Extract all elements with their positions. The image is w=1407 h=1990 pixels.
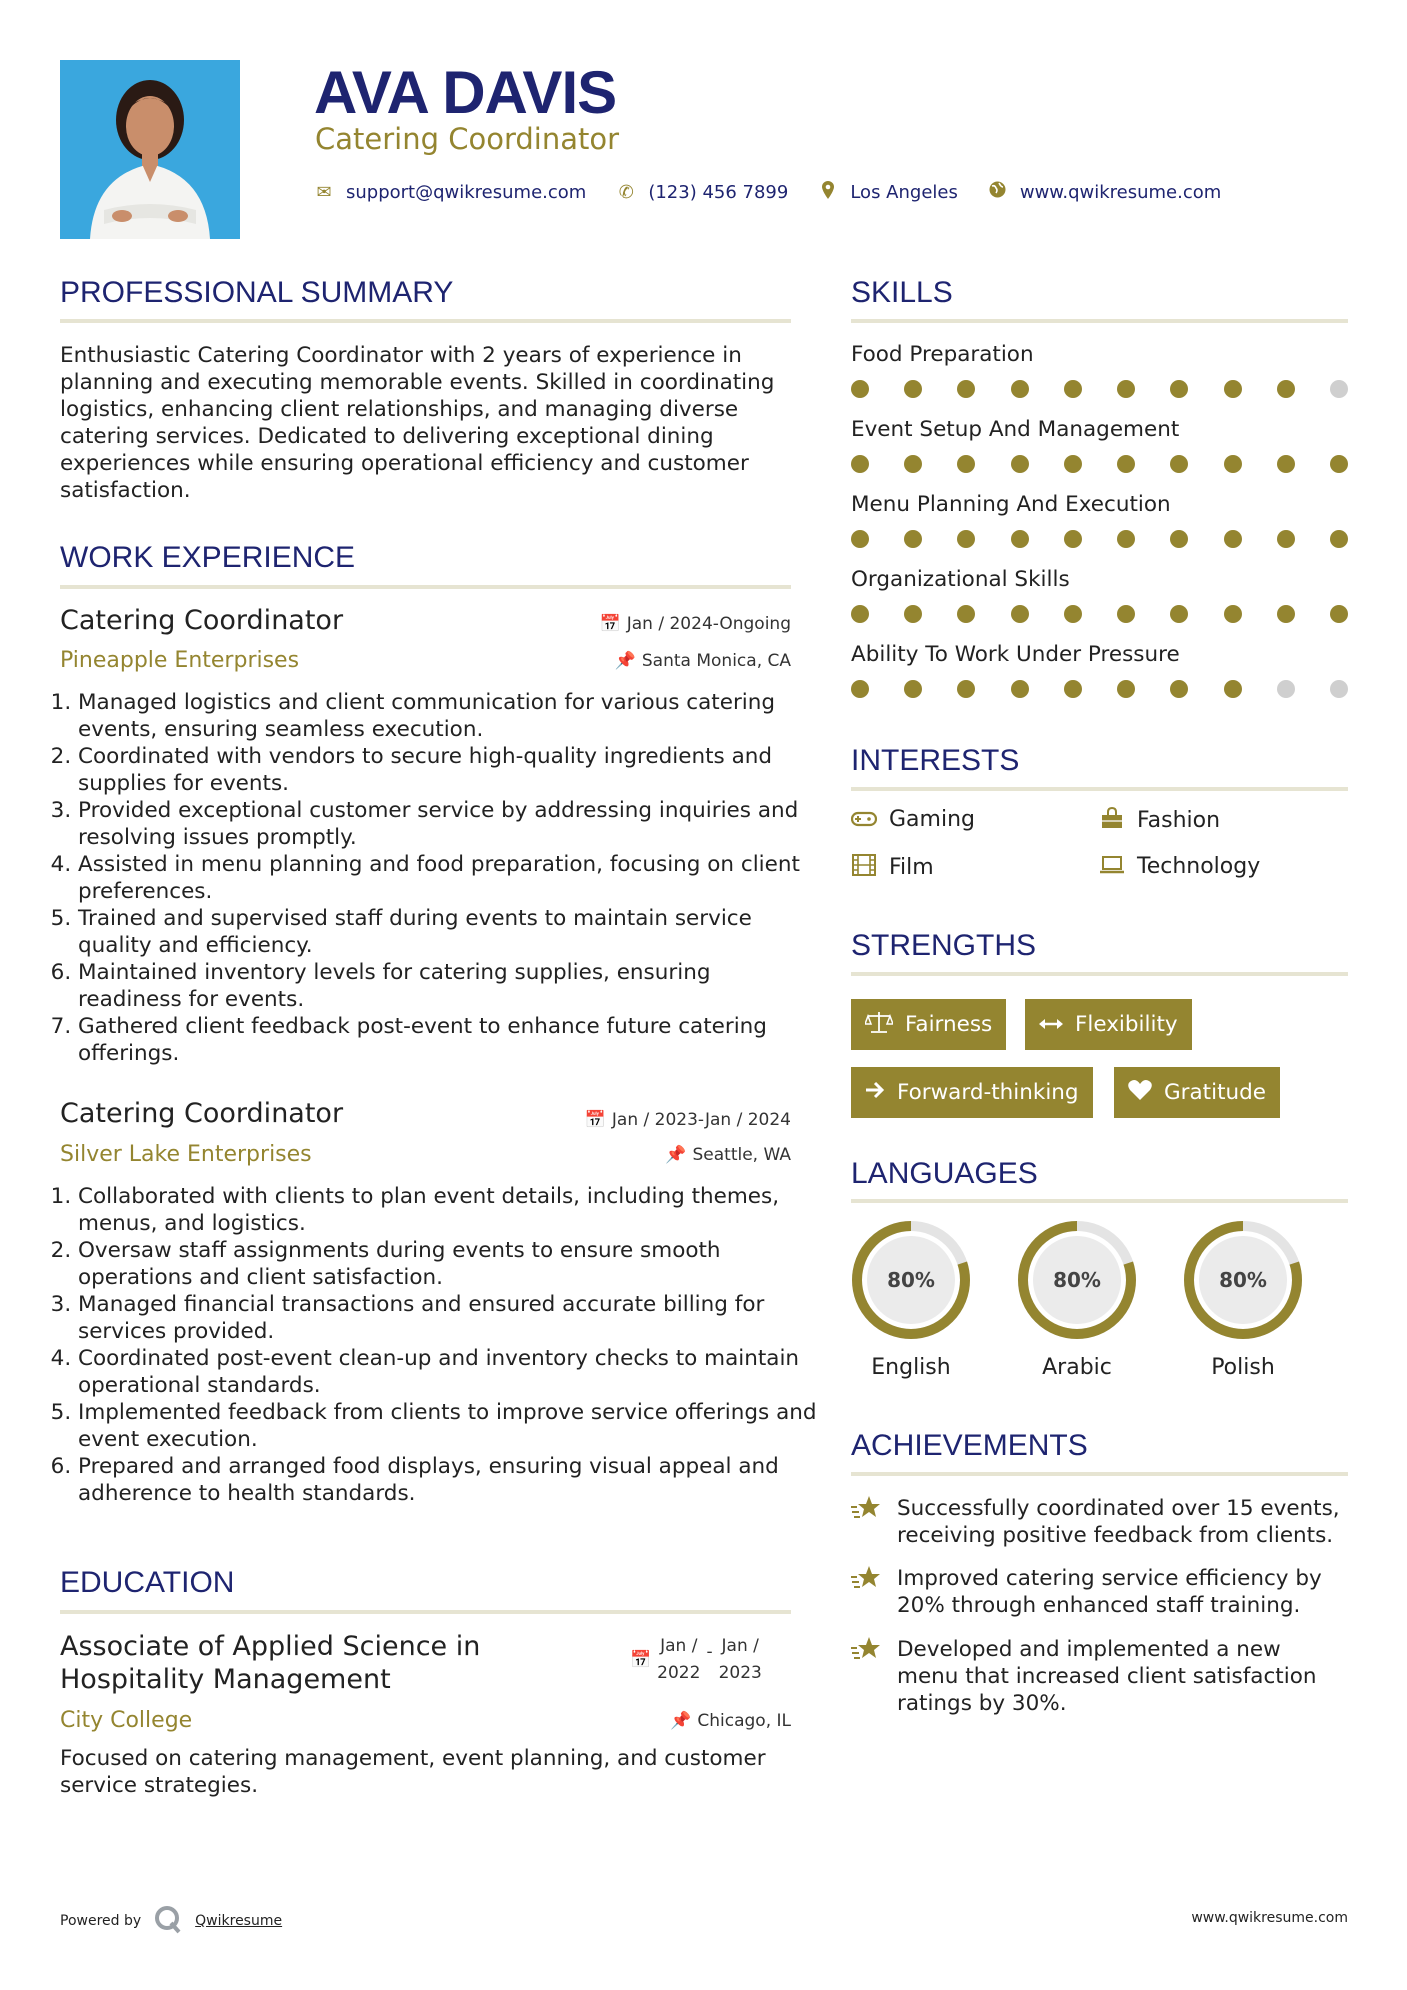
degree-title	[60, 1630, 480, 1696]
strength-badge-flexibility: Flexibility	[1025, 999, 1192, 1050]
rating-dot-filled	[1224, 605, 1242, 623]
rating-dot-filled	[1224, 530, 1242, 548]
section-title-summary: PROFESSIONAL SUMMARY	[60, 276, 454, 309]
list-item: 4. Assisted in menu planning and food preparation, focusing on client preferences.	[78, 851, 818, 905]
list-item: 6. Prepared and arranged food displays, ensuring visual appeal and adherence to health standards.	[78, 1453, 818, 1507]
list-item: 1. Collaborated with clients to plan event details, including themes, menus, and logistics.	[78, 1183, 818, 1237]
achievement-text: Improved catering service efficiency by 20% through enhanced staff training.	[897, 1566, 1322, 1618]
skill-row	[851, 492, 1348, 567]
strength-badge-forward-thinking: Forward-thinking	[851, 1067, 1093, 1118]
school-location: 📌 Chicago, IL	[670, 1711, 791, 1731]
rating-dot-filled	[1064, 530, 1082, 548]
rating-dot-filled	[1170, 530, 1188, 548]
envelope-icon: ✉	[316, 181, 332, 203]
star-badge-icon	[851, 1636, 881, 1717]
job-bullet-list	[60, 689, 818, 1067]
rating-dot-filled	[1224, 680, 1242, 698]
skill-rating	[851, 455, 1348, 473]
list-item: 2. Oversaw staff assignments during events to ensure smooth operations and client satisfaction.	[78, 1237, 818, 1291]
balance-scale-icon	[865, 1010, 893, 1040]
rating-dot-filled	[904, 530, 922, 548]
rating-dot-filled	[957, 680, 975, 698]
contact-email[interactable]: support@qwikresume.com	[346, 181, 587, 203]
rating-dot-filled	[1170, 680, 1188, 698]
laptop-icon	[1099, 855, 1125, 879]
section-divider	[851, 1199, 1348, 1203]
skills-list	[851, 342, 1348, 717]
rating-dot-filled	[957, 530, 975, 548]
rating-dot-filled	[1117, 380, 1135, 398]
rating-dot-filled	[1117, 455, 1135, 473]
interest-label: Film	[889, 855, 934, 880]
footer-powered-by: Powered by Qwikresume	[60, 1904, 282, 1938]
rating-dot-filled	[904, 455, 922, 473]
skill-name: Ability To Work Under Pressure	[851, 642, 1180, 667]
interest-item-gaming	[851, 807, 975, 832]
achievement-item	[851, 1495, 1348, 1549]
interest-label: Fashion	[1137, 808, 1221, 833]
achievement-item	[851, 1636, 1348, 1717]
calendar-icon: 📅	[630, 1650, 652, 1670]
list-item: 1. Managed logistics and client communication for various catering events, ensuring seamless execution.	[78, 689, 818, 743]
summary-text: Enthusiastic Catering Coordinator with 2 years of experience in planning and executing memorable events. Skilled in coordinating logistics, enhancing client relationships, and managing diverse catering services. Dedicated to delivering exceptional dining experiences while ensuring operational efficiency and customer satisfaction.	[60, 343, 775, 503]
job-date: 📅 Jan / 2023-Jan / 2024	[584, 1110, 791, 1130]
language-progress-ring	[1182, 1219, 1304, 1341]
rating-dot-filled	[851, 680, 869, 698]
rating-dot-filled	[1277, 380, 1295, 398]
rating-dot-filled	[1170, 455, 1188, 473]
rating-dot-empty	[1330, 380, 1348, 398]
languages-list	[850, 1219, 1304, 1380]
language-progress-ring	[850, 1219, 972, 1341]
star-badge-icon	[851, 1495, 881, 1549]
rating-dot-filled	[957, 380, 975, 398]
achievement-text: Successfully coordinated over 15 events, receiving positive feedback from clients.	[897, 1496, 1340, 1548]
section-title-interests: INTERESTS	[851, 744, 1020, 777]
arrow-right-icon	[865, 1080, 885, 1105]
footer-website[interactable]: www.qwikresume.com	[1191, 1910, 1348, 1926]
rating-dot-empty	[1330, 680, 1348, 698]
shopping-bag-icon	[1099, 807, 1125, 834]
skill-row	[851, 342, 1348, 417]
skill-row	[851, 642, 1348, 717]
rating-dot-filled	[1117, 605, 1135, 623]
rating-dot-filled	[1117, 680, 1135, 698]
rating-dot-filled	[1011, 605, 1029, 623]
rating-dot-filled	[1277, 605, 1295, 623]
degree-line: Associate of Applied Science in	[60, 1631, 481, 1662]
section-title-skills: SKILLS	[851, 276, 953, 309]
section-divider	[60, 585, 791, 589]
language-name: English	[871, 1355, 951, 1380]
rating-dot-filled	[1064, 680, 1082, 698]
rating-dot-filled	[904, 605, 922, 623]
section-title-experience: WORK EXPERIENCE	[60, 541, 356, 574]
degree-line: Hospitality Management	[60, 1664, 391, 1695]
education-description: Focused on catering management, event planning, and customer service strategies.	[60, 1746, 766, 1798]
rating-dot-filled	[1011, 680, 1029, 698]
rating-dot-filled	[1224, 455, 1242, 473]
skill-name: Event Setup And Management	[851, 417, 1180, 442]
section-title-education: EDUCATION	[60, 1566, 235, 1599]
rating-dot-filled	[1277, 455, 1295, 473]
film-icon	[851, 854, 877, 881]
pushpin-icon: 📌	[614, 651, 636, 671]
language-progress-ring	[1016, 1219, 1138, 1341]
list-item: 3. Managed financial transactions and ensured accurate billing for services provided.	[78, 1291, 818, 1345]
language-item	[850, 1219, 972, 1380]
strength-badge-fairness: Fairness	[851, 999, 1006, 1050]
section-divider	[851, 1472, 1348, 1476]
globe-icon	[988, 181, 1008, 203]
skill-name: Organizational Skills	[851, 567, 1070, 592]
rating-dot-empty	[1277, 680, 1295, 698]
rating-dot-filled	[851, 380, 869, 398]
profile-photo	[60, 60, 240, 239]
contact-phone[interactable]: (123) 456 7899	[648, 181, 789, 203]
job-location: 📌 Seattle, WA	[665, 1145, 791, 1165]
interest-item-film	[851, 854, 934, 881]
rating-dot-filled	[904, 380, 922, 398]
interest-item-fashion	[1099, 807, 1220, 834]
skill-name: Menu Planning And Execution	[851, 492, 1171, 517]
rating-dot-filled	[957, 455, 975, 473]
school-name: City College	[60, 1708, 193, 1733]
degree-date: 📅 Jan / 2022 - Jan / 2023	[630, 1636, 762, 1683]
section-divider	[851, 787, 1348, 791]
heart-icon	[1128, 1079, 1152, 1107]
rating-dot-filled	[1064, 455, 1082, 473]
rating-dot-filled	[1170, 380, 1188, 398]
arrows-horizontal-icon	[1039, 1012, 1063, 1037]
skill-rating	[851, 380, 1348, 398]
language-item	[1016, 1219, 1138, 1380]
skill-name: Food Preparation	[851, 342, 1034, 367]
contact-bar	[314, 178, 1239, 206]
achievement-text: Developed and implemented a new menu that increased client satisfaction ratings by 30%.	[897, 1637, 1317, 1716]
rating-dot-filled	[1330, 605, 1348, 623]
job-title: Catering Coordinator	[60, 605, 344, 636]
contact-website[interactable]: www.qwikresume.com	[1019, 181, 1222, 203]
candidate-name: AVA DAVIS	[314, 59, 617, 126]
job-bullet-list	[60, 1183, 818, 1507]
qwikresume-logo-icon	[153, 1904, 183, 1938]
rating-dot-filled	[851, 530, 869, 548]
job-company: Silver Lake Enterprises	[60, 1142, 312, 1167]
job-company: Pineapple Enterprises	[60, 648, 300, 673]
list-item: 3. Provided exceptional customer service by addressing inquiries and resolving issues promptly.	[78, 797, 818, 851]
pushpin-icon: 📌	[670, 1711, 692, 1731]
section-title-strengths: STRENGTHS	[851, 929, 1037, 962]
star-badge-icon	[851, 1565, 881, 1619]
section-divider	[60, 319, 791, 323]
list-item: 5. Trained and supervised staff during events to maintain service quality and efficiency.	[78, 905, 818, 959]
calendar-icon: 📅	[599, 614, 621, 634]
rating-dot-filled	[1330, 530, 1348, 548]
interest-item-technology	[1099, 854, 1260, 879]
rating-dot-filled	[957, 605, 975, 623]
job-date: 📅 Jan / 2024-Ongoing	[599, 614, 791, 634]
skill-rating	[851, 680, 1348, 698]
footer-brand-link[interactable]: Qwikresume	[195, 1913, 283, 1929]
rating-dot-filled	[1117, 530, 1135, 548]
pushpin-icon: 📌	[665, 1145, 687, 1165]
list-item: 4. Coordinated post-event clean-up and inventory checks to maintain operational standards.	[78, 1345, 818, 1399]
list-item: 5. Implemented feedback from clients to improve service offerings and event execution.	[78, 1399, 818, 1453]
ring-percent-label: 80%	[1053, 1268, 1101, 1292]
rating-dot-filled	[1011, 455, 1029, 473]
calendar-icon: 📅	[584, 1110, 606, 1130]
interest-label: Technology	[1137, 854, 1261, 879]
achievement-item	[851, 1565, 1348, 1619]
language-item	[1182, 1219, 1304, 1380]
person-portrait-image	[60, 60, 240, 239]
strength-badge-gratitude: Gratitude	[1114, 1067, 1280, 1118]
skill-rating	[851, 530, 1348, 548]
section-divider	[851, 972, 1348, 976]
gamepad-icon	[851, 808, 877, 832]
map-pin-icon	[818, 181, 838, 204]
skill-row	[851, 567, 1348, 642]
rating-dot-filled	[1277, 530, 1295, 548]
section-divider	[851, 319, 1348, 323]
job-location: 📌 Santa Monica, CA	[614, 651, 791, 671]
rating-dot-filled	[1064, 605, 1082, 623]
rating-dot-filled	[1170, 605, 1188, 623]
list-item: 7. Gathered client feedback post-event to enhance future catering offerings.	[78, 1013, 818, 1067]
rating-dot-filled	[1224, 380, 1242, 398]
phone-icon: ✆	[618, 181, 634, 203]
ring-percent-label: 80%	[887, 1268, 935, 1292]
list-item: 6. Maintained inventory levels for catering supplies, ensuring readiness for events.	[78, 959, 818, 1013]
contact-location: Los Angeles	[850, 181, 958, 203]
job-title: Catering Coordinator	[60, 1098, 344, 1129]
section-divider	[60, 1610, 791, 1614]
rating-dot-filled	[904, 680, 922, 698]
rating-dot-filled	[851, 605, 869, 623]
language-name: Arabic	[1042, 1355, 1112, 1380]
rating-dot-filled	[1011, 530, 1029, 548]
rating-dot-filled	[1064, 380, 1082, 398]
section-title-achievements: ACHIEVEMENTS	[851, 1429, 1088, 1462]
rating-dot-filled	[851, 455, 869, 473]
rating-dot-filled	[1330, 455, 1348, 473]
skill-row	[851, 417, 1348, 492]
ring-percent-label: 80%	[1219, 1268, 1267, 1292]
rating-dot-filled	[1011, 380, 1029, 398]
section-title-languages: LANGUAGES	[851, 1157, 1038, 1190]
language-name: Polish	[1211, 1355, 1275, 1380]
candidate-role: Catering Coordinator	[315, 122, 620, 156]
interest-label: Gaming	[889, 807, 975, 832]
list-item: 2. Coordinated with vendors to secure high-quality ingredients and supplies for events.	[78, 743, 818, 797]
skill-rating	[851, 605, 1348, 623]
